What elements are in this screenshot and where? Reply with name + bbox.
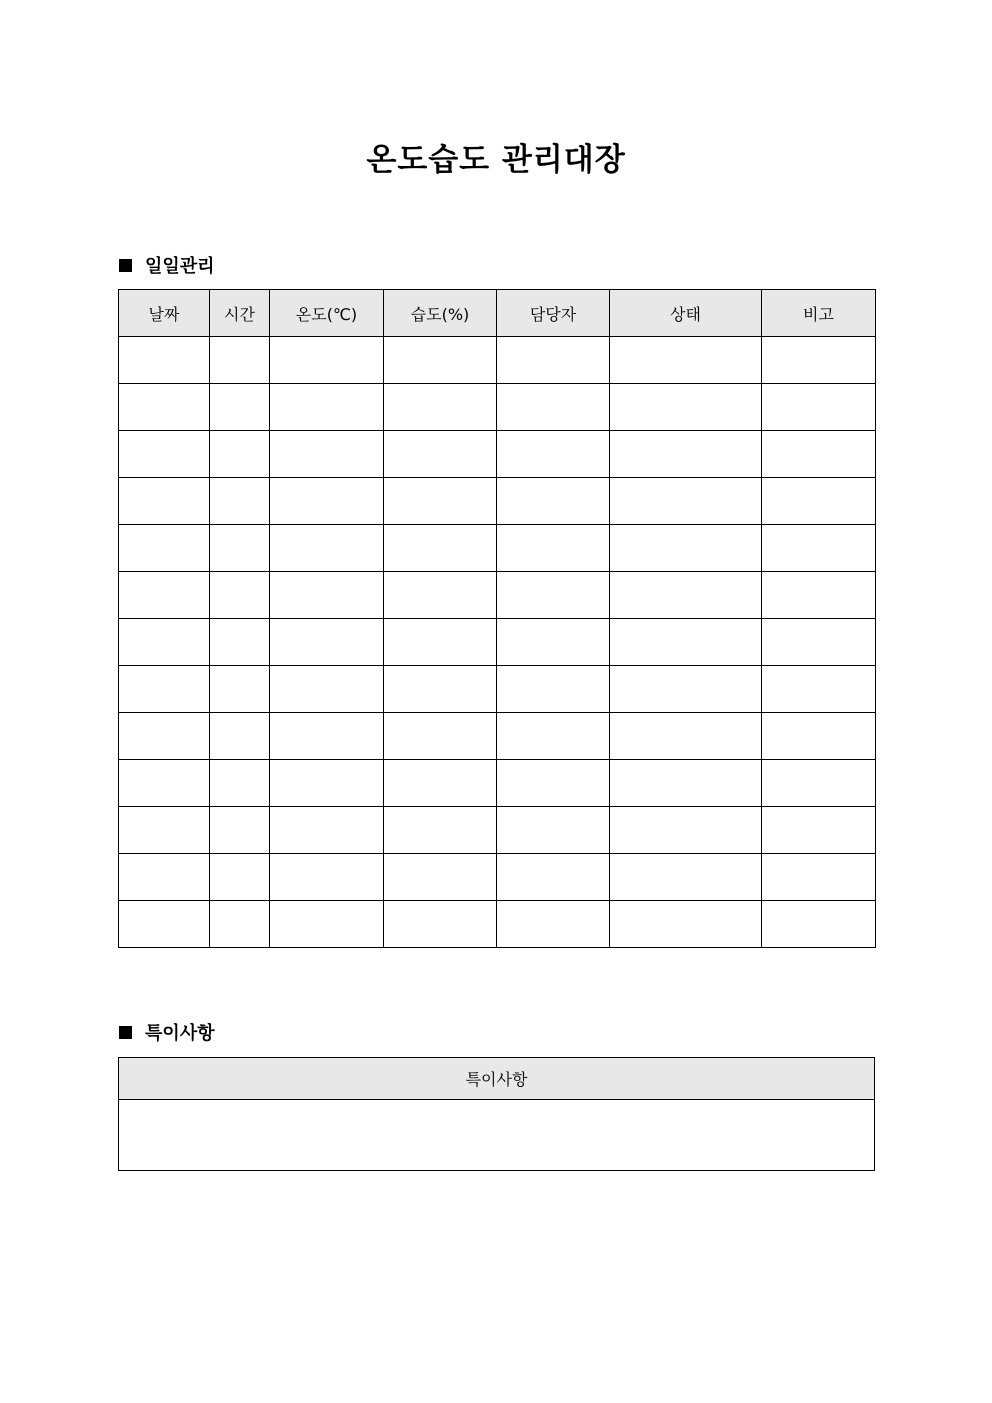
cell-status[interactable] [610, 572, 762, 619]
cell-remarks[interactable] [762, 854, 876, 901]
cell-status[interactable] [610, 525, 762, 572]
column-header-time: 시간 [210, 290, 270, 337]
special-notes-table [118, 1057, 875, 1171]
cell-time[interactable] [210, 431, 270, 478]
cell-temperature[interactable] [270, 478, 384, 525]
table-row [119, 901, 876, 948]
cell-humidity[interactable] [384, 337, 497, 384]
section-heading-label: 특이사항 [145, 1023, 215, 1044]
cell-temperature[interactable] [270, 854, 384, 901]
cell-manager[interactable] [497, 431, 610, 478]
cell-temperature[interactable] [270, 572, 384, 619]
cell-humidity[interactable] [384, 760, 497, 807]
special-notes-field[interactable] [119, 1100, 875, 1171]
cell-time[interactable] [210, 478, 270, 525]
cell-date[interactable] [119, 384, 210, 431]
daily-management-table [118, 289, 876, 948]
cell-status[interactable] [610, 901, 762, 948]
cell-manager[interactable] [497, 901, 610, 948]
table-row [119, 666, 876, 713]
square-bullet-icon [119, 259, 132, 272]
column-header-manager: 담당자 [497, 290, 610, 337]
cell-humidity[interactable] [384, 478, 497, 525]
cell-manager[interactable] [497, 384, 610, 431]
cell-humidity[interactable] [384, 666, 497, 713]
table-row [119, 525, 876, 572]
cell-time[interactable] [210, 901, 270, 948]
cell-date[interactable] [119, 525, 210, 572]
section-heading-label: 일일관리 [145, 256, 215, 277]
cell-date[interactable] [119, 572, 210, 619]
cell-time[interactable] [210, 760, 270, 807]
cell-status[interactable] [610, 431, 762, 478]
page-title: 온도습도 관리대장 [366, 142, 626, 178]
cell-status[interactable] [610, 337, 762, 384]
cell-time[interactable] [210, 854, 270, 901]
cell-date[interactable] [119, 337, 210, 384]
cell-remarks[interactable] [762, 337, 876, 384]
cell-manager[interactable] [497, 572, 610, 619]
cell-remarks[interactable] [762, 619, 876, 666]
cell-manager[interactable] [497, 478, 610, 525]
column-header-humidity: 습도(%) [384, 290, 497, 337]
cell-manager[interactable] [497, 807, 610, 854]
cell-date[interactable] [119, 713, 210, 760]
cell-date[interactable] [119, 666, 210, 713]
cell-status[interactable] [610, 384, 762, 431]
cell-time[interactable] [210, 572, 270, 619]
table-row [119, 572, 876, 619]
cell-temperature[interactable] [270, 619, 384, 666]
table-row [119, 431, 876, 478]
cell-remarks[interactable] [762, 525, 876, 572]
cell-temperature[interactable] [270, 901, 384, 948]
table-row [119, 1100, 875, 1171]
cell-remarks[interactable] [762, 384, 876, 431]
cell-humidity[interactable] [384, 384, 497, 431]
cell-remarks[interactable] [762, 572, 876, 619]
cell-time[interactable] [210, 337, 270, 384]
cell-temperature[interactable] [270, 760, 384, 807]
daily-table-body [119, 337, 876, 948]
table-row [119, 807, 876, 854]
cell-humidity[interactable] [384, 713, 497, 760]
column-header-remarks: 비고 [762, 290, 876, 337]
cell-manager[interactable] [497, 666, 610, 713]
cell-remarks[interactable] [762, 901, 876, 948]
table-header-row [119, 290, 876, 337]
column-header-special-notes: 특이사항 [119, 1058, 875, 1100]
table-row [119, 478, 876, 525]
column-header-status: 상태 [610, 290, 762, 337]
cell-date[interactable] [119, 760, 210, 807]
cell-time[interactable] [210, 619, 270, 666]
cell-manager[interactable] [497, 760, 610, 807]
cell-temperature[interactable] [270, 666, 384, 713]
cell-status[interactable] [610, 760, 762, 807]
cell-remarks[interactable] [762, 760, 876, 807]
cell-temperature[interactable] [270, 337, 384, 384]
cell-time[interactable] [210, 713, 270, 760]
cell-date[interactable] [119, 619, 210, 666]
cell-date[interactable] [119, 807, 210, 854]
cell-date[interactable] [119, 431, 210, 478]
cell-manager[interactable] [497, 337, 610, 384]
cell-time[interactable] [210, 525, 270, 572]
cell-humidity[interactable] [384, 431, 497, 478]
cell-humidity[interactable] [384, 854, 497, 901]
cell-humidity[interactable] [384, 525, 497, 572]
table-row [119, 713, 876, 760]
cell-status[interactable] [610, 478, 762, 525]
cell-time[interactable] [210, 384, 270, 431]
cell-humidity[interactable] [384, 901, 497, 948]
cell-humidity[interactable] [384, 619, 497, 666]
column-header-date: 날짜 [119, 290, 210, 337]
cell-date[interactable] [119, 854, 210, 901]
cell-temperature[interactable] [270, 384, 384, 431]
table-header-row [119, 1058, 875, 1100]
cell-time[interactable] [210, 666, 270, 713]
cell-remarks[interactable] [762, 713, 876, 760]
cell-temperature[interactable] [270, 713, 384, 760]
cell-manager[interactable] [497, 525, 610, 572]
cell-remarks[interactable] [762, 478, 876, 525]
cell-status[interactable] [610, 854, 762, 901]
column-header-temperature: 온도(℃) [270, 290, 384, 337]
section-heading-daily [119, 252, 215, 278]
table-row [119, 384, 876, 431]
cell-status[interactable] [610, 713, 762, 760]
cell-temperature[interactable] [270, 431, 384, 478]
cell-remarks[interactable] [762, 807, 876, 854]
square-bullet-icon [119, 1026, 132, 1039]
cell-remarks[interactable] [762, 431, 876, 478]
cell-humidity[interactable] [384, 807, 497, 854]
cell-humidity[interactable] [384, 572, 497, 619]
table-row [119, 854, 876, 901]
section-heading-notes [119, 1019, 215, 1045]
table-row [119, 760, 876, 807]
cell-status[interactable] [610, 666, 762, 713]
cell-temperature[interactable] [270, 525, 384, 572]
cell-status[interactable] [610, 807, 762, 854]
table-row [119, 619, 876, 666]
cell-status[interactable] [610, 619, 762, 666]
cell-manager[interactable] [497, 619, 610, 666]
cell-date[interactable] [119, 478, 210, 525]
cell-date[interactable] [119, 901, 210, 948]
cell-time[interactable] [210, 807, 270, 854]
cell-manager[interactable] [497, 713, 610, 760]
cell-temperature[interactable] [270, 807, 384, 854]
cell-manager[interactable] [497, 854, 610, 901]
table-row [119, 337, 876, 384]
cell-remarks[interactable] [762, 666, 876, 713]
